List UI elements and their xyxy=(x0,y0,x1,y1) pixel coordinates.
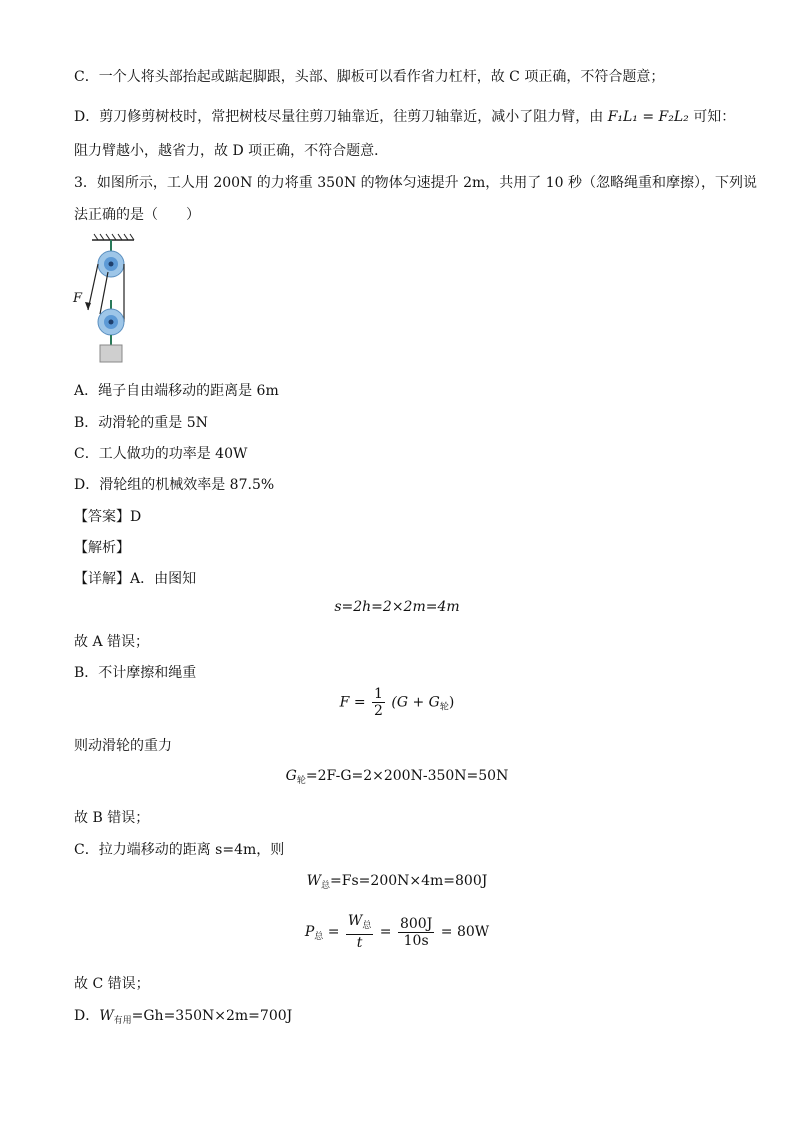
option-b: B．动滑轮的重是 5N xyxy=(74,415,208,431)
c-option-explanation: C．一个人将头部抬起或踮起脚跟，头部、脚板可以看作省力杠杆，故 C 项正确，不符合题意； xyxy=(74,69,665,85)
detail-c-conclusion: 故 C 错误； xyxy=(74,976,150,992)
force-arrow xyxy=(85,302,91,310)
option-c: C．工人做功的功率是 40W xyxy=(74,446,248,462)
detail-c-formula2: $P_总$ = $\frac{W_总}{t}$ = $\frac{800J}{10s}$ = 80W xyxy=(304,913,490,951)
detail-c-intro: C．拉力端移动的距离 s=4m，则 xyxy=(74,842,285,858)
detail-b-formula2: $G_轮=2F-G=2\times 200N-350N=50N$ xyxy=(285,768,509,786)
movable-pulley xyxy=(98,309,124,335)
d-lever-formula: F₁L₁ = F₂L₂ xyxy=(607,109,689,125)
answer-value: D xyxy=(130,509,142,525)
answer-label: 【答案】 xyxy=(74,509,130,525)
option-d: D．滑轮组的机械效率是 87.5% xyxy=(74,477,275,493)
d-option-explanation-line1 xyxy=(74,106,735,126)
force-label: F xyxy=(73,291,83,306)
detail-b-then: 则动滑轮的重力 xyxy=(74,738,172,754)
ceiling-hatch xyxy=(92,234,134,240)
detail-b-intro: B．不计摩擦和绳重 xyxy=(74,665,197,681)
detail-a-conclusion: 故 A 错误； xyxy=(74,634,150,650)
detail-d-line: D．$W_{有用}=Gh=350N\times 2m=700J$ xyxy=(74,1008,293,1026)
option-a: A．绳子自由端移动的距离是 6m xyxy=(74,383,279,399)
question-3-stem: 3．如图所示，工人用 200N 的力将重 350N 的物体匀速提升 2m，共用了 10 秒（忽略绳重和摩擦），下列说 xyxy=(74,175,757,191)
detail-c-formula1: $W_总=Fs=200N\times 4m=800J$ xyxy=(306,873,488,891)
detail-b-conclusion: 故 B 错误； xyxy=(74,810,150,826)
hanging-weight xyxy=(100,345,122,362)
answer-line xyxy=(74,506,141,526)
fixed-pulley xyxy=(98,251,124,277)
analysis-label: 【解析】 xyxy=(74,540,130,556)
d-explanation-tail: 可知： xyxy=(693,109,736,125)
question-3-stem-cont: 法正确的是（ ） xyxy=(74,207,200,223)
detail-a-formula: s=2h=2×2m=4m xyxy=(334,599,460,615)
d-option-explanation-line2: 阻力臂越小，越省力，故 D 项正确，不符合题意． xyxy=(74,143,389,159)
detail-a-intro: 【详解】A．由图知 xyxy=(74,571,197,587)
pulley-system-figure xyxy=(84,232,154,364)
d-explanation-text: D．剪刀修剪树枝时，常把树枝尽量往剪刀轴靠近，往剪刀轴靠近，减小了阻力臂，由 xyxy=(74,109,604,125)
detail-b-formula: F = $\frac{1}{2}$ $(G + G_轮)$ xyxy=(339,686,455,719)
